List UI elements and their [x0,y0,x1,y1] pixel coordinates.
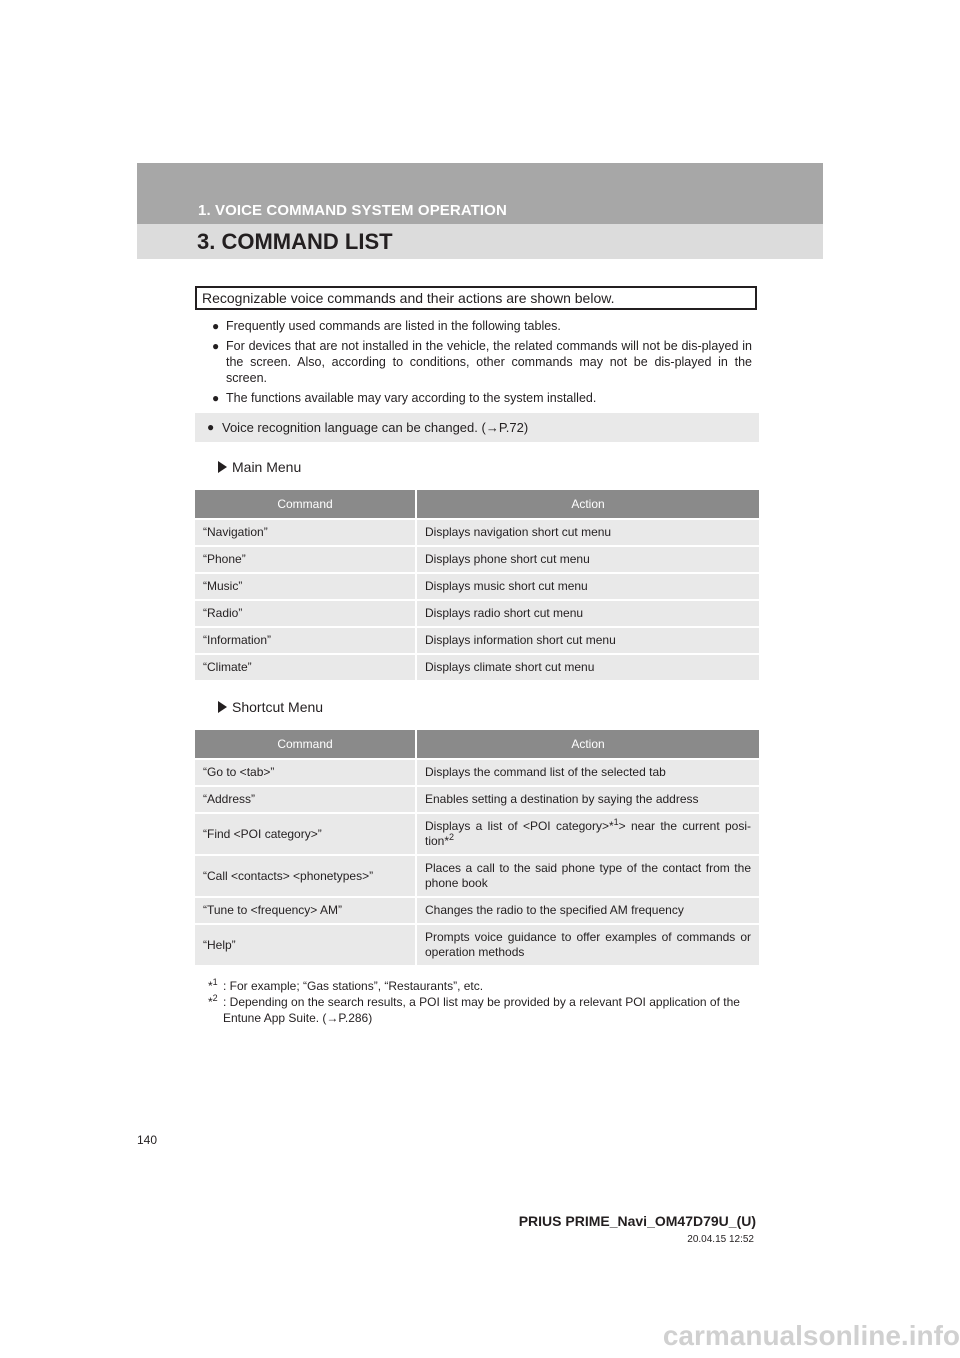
column-header-command: Command [195,490,417,518]
command-cell: “Tune to <frequency> AM” [195,896,417,923]
footnote-text: : Depending on the search results, a POI list may be provided by a relevant POI application of the Entune App Suite. ( [223,995,740,1025]
asterisk: * [208,979,213,993]
action-cell: Displays the command list of the selected tab [417,758,759,785]
table-row [195,785,759,812]
bullet-list [212,318,752,410]
section-title: 1. VOICE COMMAND SYSTEM OPERATION [198,202,507,219]
table-row [195,758,759,785]
bullet-text: The functions available may vary according to the system installed. [226,391,597,405]
footnote [208,994,758,1026]
shortcut-menu-heading [218,699,323,715]
footnote-ref: 1 [613,817,619,827]
document-timestamp: 20.04.15 12:52 [687,1234,754,1245]
action-cell: Displays music short cut menu [417,572,759,599]
column-header-action: Action [417,730,759,758]
triangle-right-icon [218,701,227,713]
intro-box [195,286,757,310]
page-number: 140 [137,1133,158,1147]
action-cell: Changes the radio to the specified AM frequency [417,896,759,923]
bullet-item [212,390,752,406]
action-cell: Displays phone short cut menu [417,545,759,572]
table-row [195,599,759,626]
command-cell: “Information” [195,626,417,653]
table-row [195,518,759,545]
document-id: PRIUS PRIME_Navi_OM47D79U_(U) [518,1213,756,1229]
command-cell: “Go to <tab>” [195,758,417,785]
action-cell: Displays information short cut menu [417,626,759,653]
table-row [195,923,759,965]
command-cell: “Find <POI category>” [195,812,417,854]
footnote-mark [208,994,218,1010]
main-menu-heading [218,459,301,475]
arrow-icon: → [485,420,499,435]
page-reference-link[interactable]: P.72) [498,420,529,435]
intro-text: Recognizable voice commands and their actions are shown below. [202,290,615,306]
footnote-number: 2 [212,993,218,1003]
page-reference-link[interactable]: P.286) [338,1011,373,1025]
action-cell: Displays radio short cut menu [417,599,759,626]
command-cell: “Navigation” [195,518,417,545]
command-cell: “Music” [195,572,417,599]
command-cell: “Phone” [195,545,417,572]
command-cell: “Address” [195,785,417,812]
action-text: Displays a list of <POI category>* [425,819,614,833]
footnote-text: : For example; “Gas stations”, “Restaurants”, etc. [223,979,484,993]
table-row [195,545,759,572]
action-cell [417,812,759,854]
note-text-main: Voice recognition language can be changed. ( [222,420,486,435]
footnotes [208,978,758,1026]
triangle-right-icon [218,461,227,473]
table-header-row [195,730,759,758]
note-box [195,413,759,442]
watermark: carmanualsonline.info [662,1320,960,1351]
action-cell: Displays navigation short cut menu [417,518,759,545]
table-row [195,854,759,896]
note-text [222,420,528,435]
bullet-text: For devices that are not installed in the vehicle, the related commands will not be dis-played in the screen. Also, according to conditions, other commands may not be dis-played in the screen. [226,339,752,385]
action-cell: Places a call to the said phone type of the contact from the phone book [417,854,759,896]
command-cell: “Help” [195,923,417,965]
main-menu-table [195,490,759,680]
footnote [208,978,758,994]
action-cell: Enables setting a destination by saying the address [417,785,759,812]
column-header-command: Command [195,730,417,758]
footnote-ref: 2 [449,832,455,842]
bullet-item [212,338,752,386]
table-header-row [195,490,759,518]
bullet-dot-icon: ● [212,319,220,333]
header-band [137,163,823,259]
bullet-dot-icon: ● [207,420,215,434]
header-top-bar [137,163,823,224]
arrow-icon: → [326,1011,339,1025]
bullet-dot-icon: ● [212,339,220,353]
column-header-action: Action [417,490,759,518]
table-row [195,896,759,923]
action-text: > near the current posi-tion* [425,819,751,848]
shortcut-menu-heading-text: Shortcut Menu [232,699,324,715]
main-menu-heading-text: Main Menu [232,459,302,475]
table-row [195,812,759,854]
action-cell: Displays climate short cut menu [417,653,759,680]
action-cell: Prompts voice guidance to offer examples of commands or operation methods [417,923,759,965]
bullet-text: Frequently used commands are listed in the following tables. [226,319,561,333]
command-cell: “Climate” [195,653,417,680]
footnote-mark [208,978,218,994]
table-row [195,653,759,680]
shortcut-menu-table [195,730,759,965]
command-cell: “Call <contacts> <phonetypes>” [195,854,417,896]
command-cell: “Radio” [195,599,417,626]
asterisk: * [208,995,213,1009]
table-row [195,626,759,653]
bullet-item [212,318,752,334]
table-row [195,572,759,599]
page-title: 3. COMMAND LIST [197,229,393,254]
bullet-dot-icon: ● [212,391,220,405]
footnote-number: 1 [212,977,218,987]
